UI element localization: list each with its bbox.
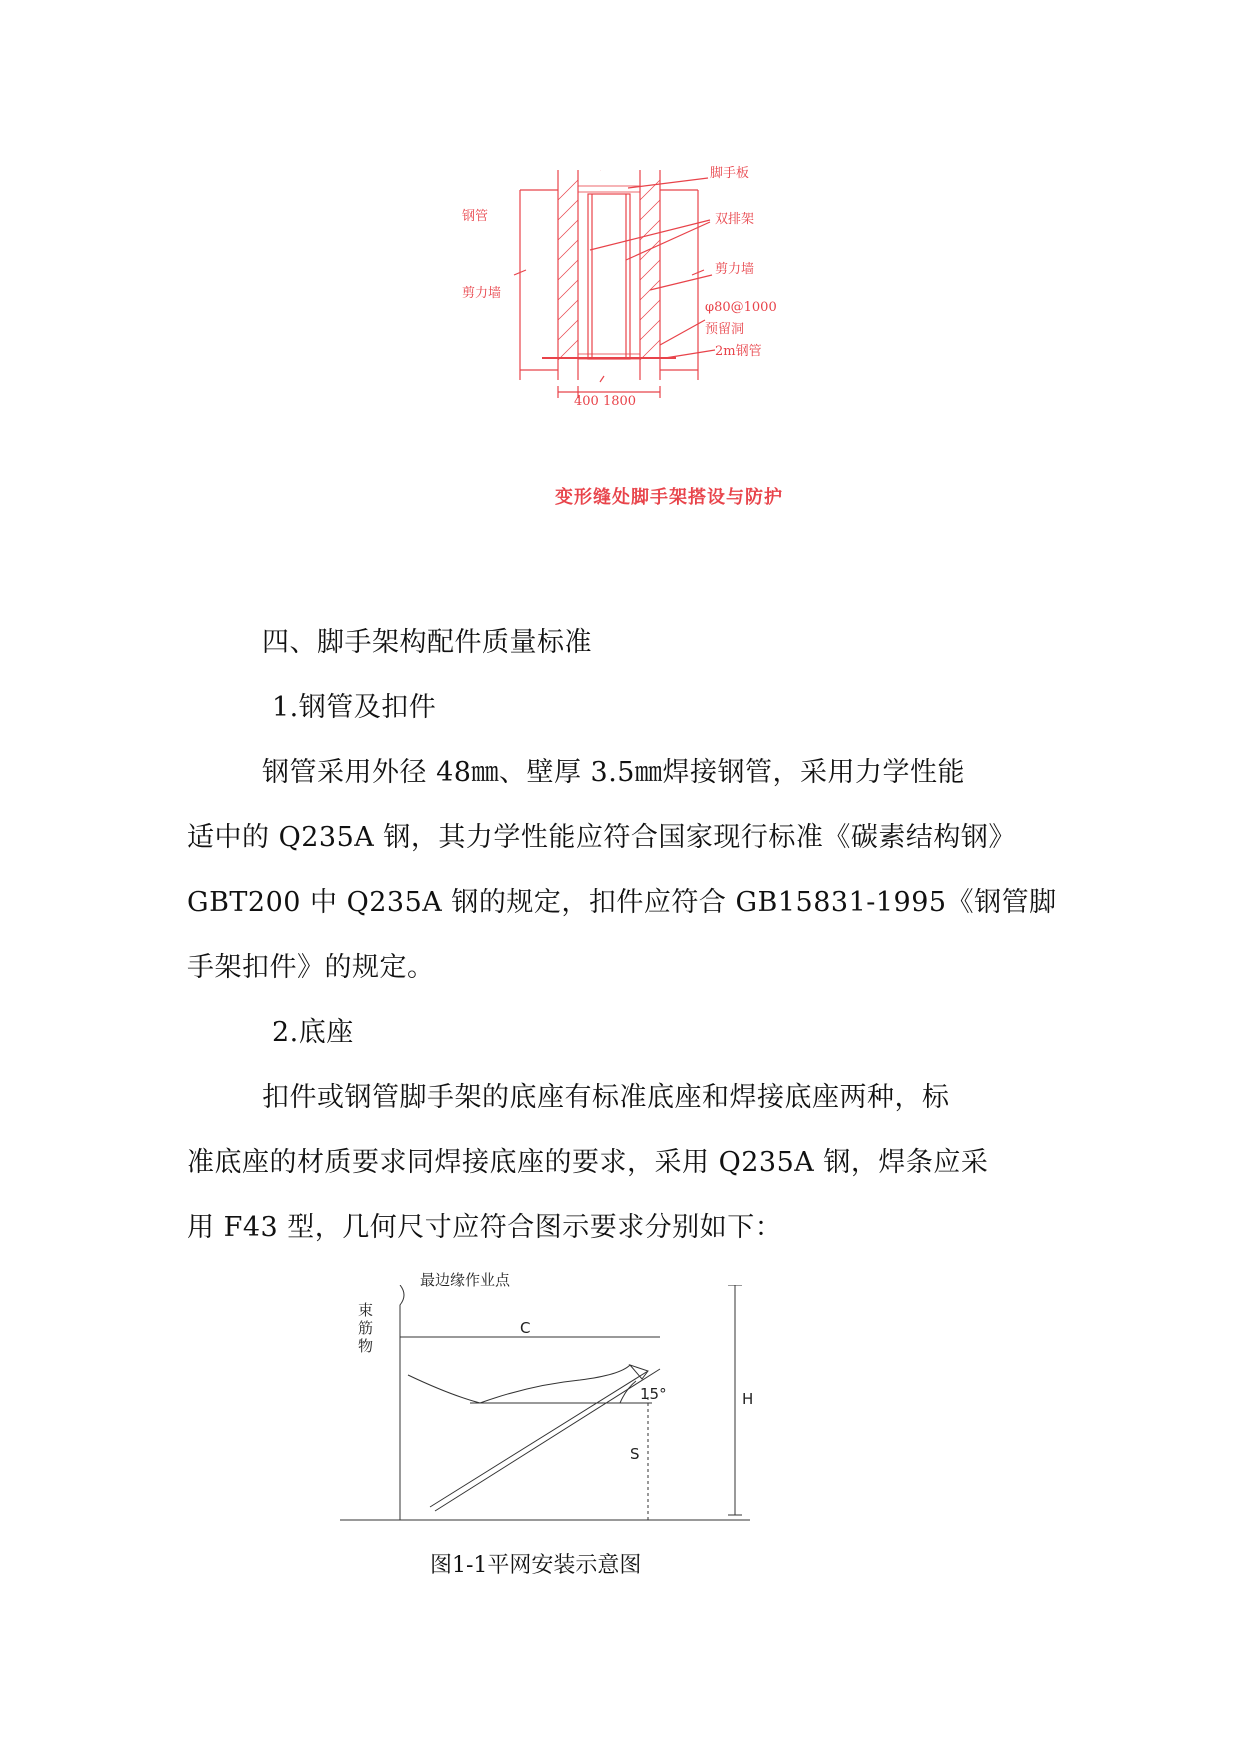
label-bottom-dimension: 400 1800 [574, 394, 637, 409]
expansion-joint-diagram [462, 166, 880, 470]
label-shear-wall-right: 剪力墙 [715, 262, 755, 277]
para2-line2: 准底座的材质要求同焊接底座的要求，采用 Q235A 钢，焊条应采 [187, 1147, 989, 1178]
safety-net-diagram [330, 1271, 770, 1565]
para1-line1: 钢管采用外径 48㎜、壁厚 3.5㎜焊接钢管，采用力学性能 [262, 757, 965, 788]
label-scaffold-board: 脚手板 [710, 166, 750, 181]
label-dimension-h: H [742, 1390, 754, 1408]
label-dimension-s: S [630, 1445, 640, 1463]
label-edge-work-point: 最边缘作业点 [420, 1271, 511, 1289]
subheading-steel-pipe: 1.钢管及扣件 [272, 692, 437, 723]
subheading-base: 2.底座 [272, 1017, 354, 1048]
figure1-caption: 变形缝处脚手架搭设与防护 [555, 487, 783, 508]
label-hole-dimension: φ80@1000 [705, 300, 777, 315]
label-steel-pipe: 钢管 [462, 209, 489, 224]
label-shear-wall-left: 剪力墙 [462, 286, 502, 301]
label-2m-steel-pipe: 2m钢管 [715, 344, 762, 359]
para2-line3: 用 F43 型，几何尺寸应符合图示要求分别如下： [187, 1212, 783, 1243]
label-dimension-c: C [520, 1319, 531, 1337]
para1-line4: 手架扣件》的规定。 [187, 952, 435, 983]
figure2-caption: 图1-1平网安装示意图 [430, 1553, 642, 1578]
label-reserved-hole: 预留洞 [705, 322, 745, 337]
safety-net-drawing [330, 1285, 770, 1535]
label-angle: 15° [640, 1385, 667, 1403]
para1-line2: 适中的 Q235A 钢，其力学性能应符合国家现行标准《碳素结构钢》 [187, 822, 1016, 853]
para2-line1: 扣件或钢管脚手架的底座有标准底座和焊接底座两种，标 [262, 1082, 950, 1113]
section-heading: 四、脚手架构配件质量标准 [262, 627, 592, 658]
label-double-row-frame: 双排架 [715, 212, 755, 227]
expansion-joint-drawing [500, 170, 880, 420]
para1-line3: GBT200 中 Q235A 钢的规定，扣件应符合 GB15831-1995《钢管脚 [187, 887, 1057, 918]
label-restraint-object: 束 筋 物 [358, 1301, 374, 1355]
